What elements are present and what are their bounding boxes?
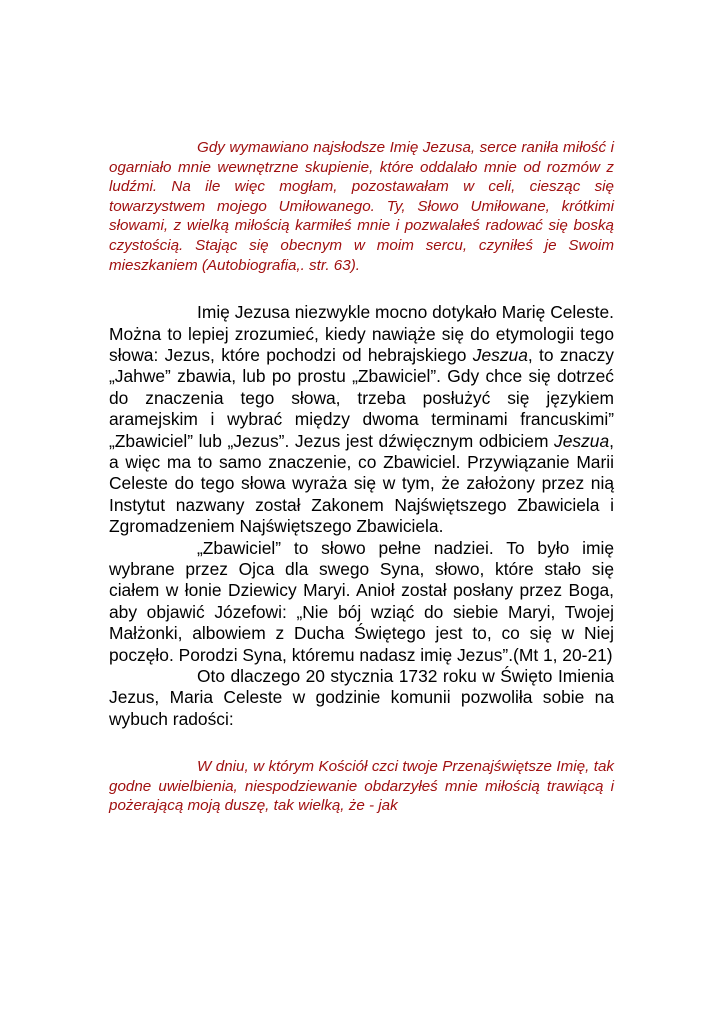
paragraph-etymology [109, 302, 614, 537]
quote-autobiography-2 [109, 757, 614, 816]
paragraph-savior [109, 538, 614, 666]
para-1-part-2: , to znaczy „Jahwe” zbawia, lub po prostu „Zbawiciel”. Gdy chce się dotrzeć do znaczenia tego słowa, trzeba posłużyć się językiem aramejskim i wybrać między dwoma terminami francuskimi” „Zbawiciel” lub „Jezus”. Jezus jest dźwięcznym odbiciem [109, 344, 614, 451]
para-1-part-3: , a więc ma to samo znaczenie, co Zbawiciel. Przywiązanie Marii Celeste do tego słowa wyraża się w tym, że założony przez nią Instytut nazwany został Zakonem Najświętszego Zbawiciela i Zgromadzeniem Najświętszego Zbawiciela. [109, 430, 614, 537]
para-1-part-1: Imię Jezusa niezwykle mocno dotykało Marię Celeste. Można to lepiej zrozumieć, kiedy nawiąże się do etymologii tego słowa: Jezus, które pochodzi od hebrajskiego [109, 302, 614, 365]
para-2-text: „Zbawiciel” to słowo pełne nadziei. To było imię wybrane przez Ojca dla swego Syna, słowo, które stało się ciałem w łonie Dziewicy Maryi. Anioł został posłany przez Boga, aby objawić Józefowi: „Nie bój wziąć do siebie Maryi, Twojej Małżonki, albowiem z Ducha Świętego jest to, co się w Niej poczęło. Porodzi Syna, któremu nadasz imię Jezus”.(Mt 1, 20-21) [109, 537, 614, 665]
para-1-emphasis-2: Jeszua [554, 430, 610, 451]
quote-2-text: W dniu, w którym Kościół czci twoje Przenajświętsze Imię, tak godne uwielbienia, niespodziewanie obdarzyłeś mnie miłością trawiącą i pożerającą moją duszę, tak wielką, że - jak [109, 758, 614, 815]
quote-1-reference: (Autobiografia,. str. 63). [201, 256, 360, 274]
paragraph-feast [109, 666, 614, 730]
document-page [109, 138, 614, 816]
para-3-text: Oto dlaczego 20 stycznia 1732 roku w Święto Imienia Jezus, Maria Celeste w godzinie komunii pozwoliła sobie na wybuch radości: [109, 666, 614, 729]
quote-1-text: Gdy wymawiano najsłodsze Imię Jezusa, serce raniła miłość i ogarniało mnie wewnętrzne skupienie, które oddalało mnie od rozmów z ludźmi. Na ile więc mogłam, pozostawałam w celi, ciesząc się towarzystwem mojego Umiłowanego. Ty, Słowo Umiłowane, krótkimi słowami, z wielką miłością karmiłeś mnie i pozwalałeś radować się boską czystością. Stając się obecnym w moim sercu, czyniłeś je Swoim mieszkaniem [109, 139, 614, 274]
quote-autobiography-1 [109, 138, 614, 275]
para-1-emphasis-1: Jeszua [472, 344, 528, 365]
